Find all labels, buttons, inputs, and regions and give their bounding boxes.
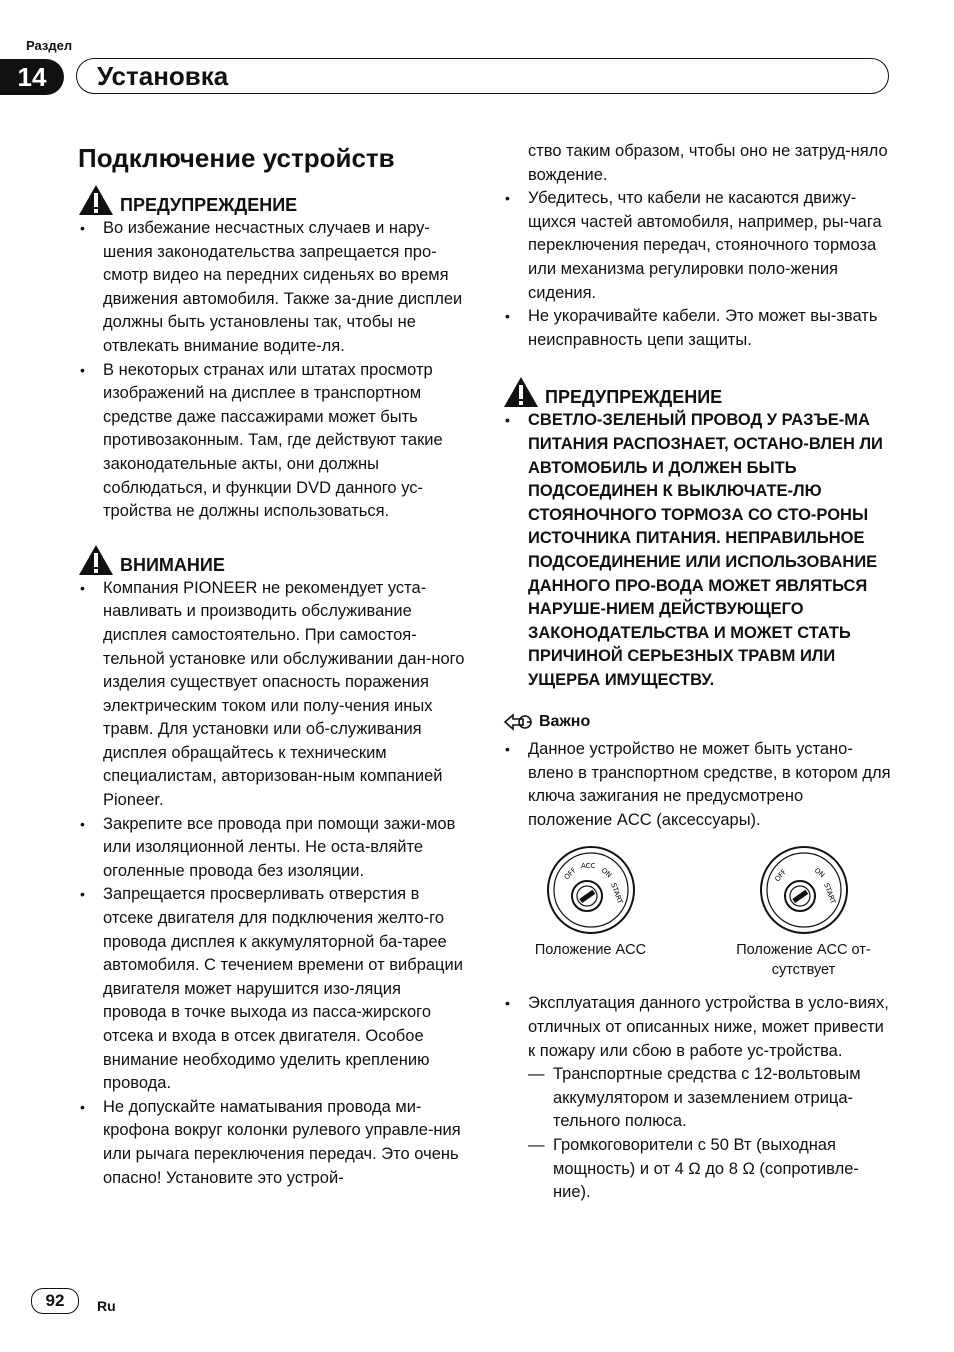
page-heading: Подключение устройств — [78, 143, 395, 173]
fig1-label-acc: ACC — [580, 862, 595, 871]
important-icon — [503, 713, 533, 731]
caution-heading — [78, 544, 468, 576]
section-label: Раздел — [26, 38, 73, 53]
ignition-switch-acc-icon — [545, 844, 637, 936]
warning-title-2: ПРЕДУПРЕЖДЕНИЕ — [545, 387, 723, 408]
important-heading — [503, 710, 891, 734]
fig2-label-start: START — [821, 882, 837, 906]
list-item: • В некоторых странах или штатах просмотр изображений на дисплее в транспортном средстве даже пассажирами может быть противозаконным. Там, где действуют такие законодательные акты, они должны соблюдаться, и функции DVD данного ус-тройства не должны использоваться. — [78, 359, 468, 524]
fig1-label-on: ON — [599, 866, 613, 880]
chapter-title: Установка — [97, 61, 229, 91]
list-item: • Данное устройство не может быть устано-влено в транспортном средстве, в котором для ключа зажигания не предусмотрено положение ACC (аксессуары). — [503, 738, 891, 832]
list-item: • Компания PIONEER не рекомендует уста-навливать и производить обслуживание дисплея самостоятельно. При самостоя-тельной установке или обслуживании дан-ного изделия существует опасность поражения электрическим током или полу-чения иных травм. Для установки или об-служивания дисплея обращайтесь к техническим специалистам, авторизован-ным компанией Pioneer. — [78, 577, 468, 813]
figure-no-acc — [716, 844, 891, 980]
fig2-label-off: OFF — [772, 868, 788, 884]
list-item: • Во избежание несчастных случаев и нару-шения законодательства запрещается про-смотр видео на передних сиденьях во время движения автомобиля. Также за-дние дисплеи должны быть установлены так, чтобы не отвлекать внимание водите-ля. — [78, 217, 468, 359]
dash-item: — Транспортные средства с 12-вольтовым аккумулятором и заземлением отрица-тельного полюса. — [528, 1063, 891, 1134]
figure-acc — [503, 844, 678, 980]
list-item: • Не допускайте наматывания провода ми-крофона вокруг колонки рулевого управле-ния или рычага переключения передач. Это очень опасно! Установите это устрой- — [78, 1096, 468, 1190]
conditions-list — [503, 1063, 891, 1205]
list-item: • Эксплуатация данного устройства в усло-виях, отличных от описанных ниже, может привести к пожару или сбою в работе ус-тройства. — [503, 992, 891, 1063]
fig2-label-on: ON — [812, 866, 826, 880]
page-number: 92 — [31, 1288, 79, 1314]
figure-caption: Положение ACC — [534, 942, 647, 959]
ignition-switch-no-acc-icon — [758, 844, 850, 936]
operation-list — [503, 992, 891, 1063]
chapter-title-box — [76, 58, 889, 94]
dash-item: — Громкоговорители с 50 Вт (выходная мощность) и от 4 Ω до 8 Ω (сопротивле-ние). — [528, 1134, 891, 1205]
warning-title: ПРЕДУПРЕЖДЕНИЕ — [120, 195, 298, 215]
fig1-label-off: OFF — [562, 866, 578, 882]
left-column — [78, 140, 468, 1190]
figure-caption: Положение ACC от-сутствует — [736, 942, 871, 979]
warning-list — [78, 217, 468, 524]
warning-heading — [78, 184, 468, 216]
warning-list-2 — [503, 409, 891, 692]
list-item: • Закрепите все провода при помощи зажи-мов или изоляционной ленты. Не оста-вляйте оголенные провода без изоляции. — [78, 813, 468, 884]
ignition-figures — [503, 844, 891, 980]
caution-list — [78, 577, 468, 1190]
chapter-number: 14 — [0, 59, 64, 95]
caution-title: ВНИМАНИЕ — [120, 554, 225, 575]
list-item: • СВЕТЛО-ЗЕЛЕНЫЙ ПРОВОД У РАЗЪЕ-МА ПИТАНИЯ РАСПОЗНАЕТ, ОСТАНО-ВЛЕН ЛИ АВТОМОБИЛЬ И ДОЛЖЕН БЫТЬ ПОДСОЕДИНЕН К ВЫКЛЮЧАТЕ-ЛЮ СТОЯНОЧНОГО ТОРМОЗА СО СТО-РОНЫ ИСТОЧНИКА ПИТАНИЯ. НЕПРАВИЛЬНОЕ ПОДСОЕДИНЕНИЕ ИЛИ ИСПОЛЬЗОВАНИЕ ДАННОГО ПРО-ВОДА МОЖЕТ ЯВЛЯТЬСЯ НАРУШЕ-НИЕМ ДЕЙСТВУЮЩЕГО ЗАКОНОДАТЕЛЬСТВА И МОЖЕТ СТАТЬ ПРИЧИНОЙ СЕРЬЕЗНЫХ ТРАВМ ИЛИ УЩЕРБА ИМУЩЕСТВУ. — [503, 409, 891, 692]
list-item: • Не укорачивайте кабели. Это может вы-звать неисправность цепи защиты. — [503, 305, 891, 352]
important-list — [503, 738, 891, 832]
right-column — [503, 140, 891, 1205]
warning-triangle-icon — [78, 184, 114, 216]
fig1-label-start: START — [608, 882, 624, 906]
cable-list — [503, 187, 891, 352]
list-item: • Убедитесь, что кабели не касаются движу-щихся частей автомобиля, например, ры-чага переключения передач, стояночного тормоза или механизма регулировки поло-жения сидения. — [503, 187, 891, 305]
warning-triangle-icon — [503, 376, 539, 408]
language-code: Ru — [97, 1298, 116, 1314]
important-title: Важно — [539, 713, 591, 731]
list-item: • Запрещается просверливать отверстия в отсеке двигателя для подключения желто-го провода дисплея к аккумуляторной ба-тарее автомобиля. С течением времени от вибрации двигателя может нарушится изо-ляция провода в точке выхода из пасса-жирского отсека и входа в отсек двигателя. Особое внимание необходимо уделить креплению провода. — [78, 883, 468, 1095]
caution-triangle-icon — [78, 544, 114, 576]
warning-heading-2 — [503, 376, 891, 408]
continued-text: ство таким образом, чтобы оно не затруд-няло вождение. — [528, 142, 888, 184]
